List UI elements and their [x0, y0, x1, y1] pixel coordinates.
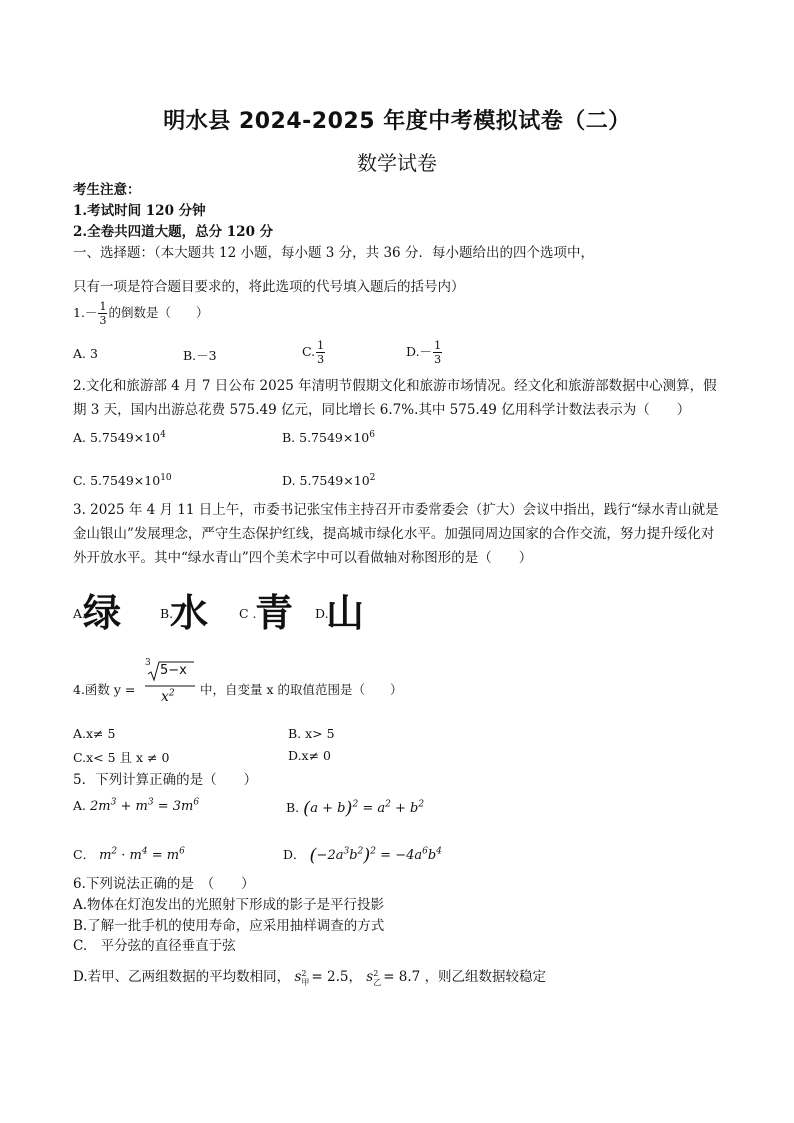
- q5-option-c: C． $m^2 \cdot m^4 = m^6$: [73, 846, 185, 863]
- q4-suffix: 中，自变量 x 的取值范围是（ ）: [200, 682, 403, 697]
- q4-prefix: 4.函数 y =: [73, 682, 136, 697]
- q5-option-b: B. $(a + b)^2 = a^2 + b^2$: [286, 798, 425, 819]
- q6-option-b: B.了解一批手机的使用寿命，应采用抽样调查的方式: [73, 918, 385, 934]
- q2-option-a: A. $5.7549\times 10^4$: [73, 429, 166, 445]
- notes-heading: 考生注意：: [73, 182, 141, 198]
- note-item-time: 1.考试时间 120 分钟: [73, 203, 206, 219]
- q1-option-a: A. 3: [73, 346, 98, 361]
- q2-option-c: C. $5.7549\times 10^{10}$: [73, 472, 172, 488]
- q6-option-d: D.若甲、乙两组数据的平均数相同， s 2 甲 = 2.5， s 2 乙 = 8.7 ，则乙组数据较稳定: [73, 968, 547, 987]
- page-title: 明水县 2024-2025 年度中考模拟试卷（二）: [163, 109, 631, 134]
- q6-option-c: C. 平分弦的直径垂直于弦: [73, 938, 236, 954]
- q3-char-c: 青: [255, 591, 294, 635]
- q4-radicand: 5−x: [160, 663, 187, 678]
- q5-option-a: A. $2m^3 + m^3 = 3m^6$: [73, 797, 200, 814]
- q3-label-a: A.: [73, 606, 87, 621]
- q4-root-index: 3: [145, 658, 151, 668]
- section-heading: 一、选择题：（本大题共 12 小题，每小题 3 分，共 36 分．每小题给出的四个选项中，: [73, 245, 594, 261]
- q3-options: [73, 584, 493, 635]
- q6-option-a: A.物体在灯泡发出的光照射下形成的影子是平行投影: [73, 897, 385, 913]
- question-3: 3. 2025 年 4 月 11 日上午，市委书记张宝伟主持召开市委常委会（扩大）会议中指出，践行“绿水青山就是金山银山”发展理念，严守生态保护红线，提高城市绿化水平。加强同周边国家的合作交流，努力提升绥化对外开放水平。其中“绿水青山”四个美术字中可以看做轴对称图形的是（ ）: [73, 502, 719, 566]
- question-2: 2.文化和旅游部 4 月 7 日公布 2025 年清明节假期文化和旅游市场情况。经文化和旅游部数据中心测算，假期 3 天，国内出游总花费 575.49 亿元，同比增长 6.7%.其中 575.49 亿用科学计数法表示为（ ）: [73, 378, 717, 418]
- question-5: 5．下列计算正确的是（ ）: [73, 772, 258, 788]
- q5-option-d: D． $(-2a^3b^2)^2 = -4a^6b^4$: [283, 845, 442, 866]
- q4-formula: [145, 660, 195, 708]
- page-subtitle: 数学试卷: [357, 151, 437, 175]
- q4-option-c: C.x< 5 且 x ≠ 0: [73, 750, 170, 765]
- q3-label-b: B.: [160, 606, 174, 621]
- q3-char-b: 水: [170, 591, 209, 635]
- q1-option-c: C. $\frac{1}{3}$: [302, 339, 325, 366]
- q3-label-c: C .: [239, 606, 257, 621]
- q1-option-d: D.－ $\frac{1}{3}$: [406, 339, 442, 366]
- q4-option-a: A.x≠ 5: [73, 726, 116, 741]
- q3-char-a: 绿: [83, 591, 122, 635]
- q3-char-d: 山: [326, 591, 365, 635]
- note-item-score: 2.全卷共四道大题，总分 120 分: [73, 224, 274, 240]
- question-6: 6.下列说法正确的是 （ ）: [73, 876, 255, 892]
- q4-option-b: B. x> 5: [288, 726, 335, 741]
- q1-option-b: B.－3: [183, 348, 217, 363]
- q4-option-d: D.x≠ 0: [288, 748, 331, 763]
- q4-denominator: $x^2$: [161, 688, 175, 705]
- question-1: 1.－ $\frac{1}{3}$ 的倒数是（ ）: [73, 300, 209, 327]
- q3-label-d: D.: [315, 606, 329, 621]
- section-instruction: 只有一项是符合题目要求的，将此选项的代号填入题后的括号内）: [73, 279, 465, 295]
- q2-option-b: B. $5.7549\times 10^6$: [282, 429, 375, 445]
- q2-option-d: D. $5.7549\times 10^2$: [282, 472, 376, 488]
